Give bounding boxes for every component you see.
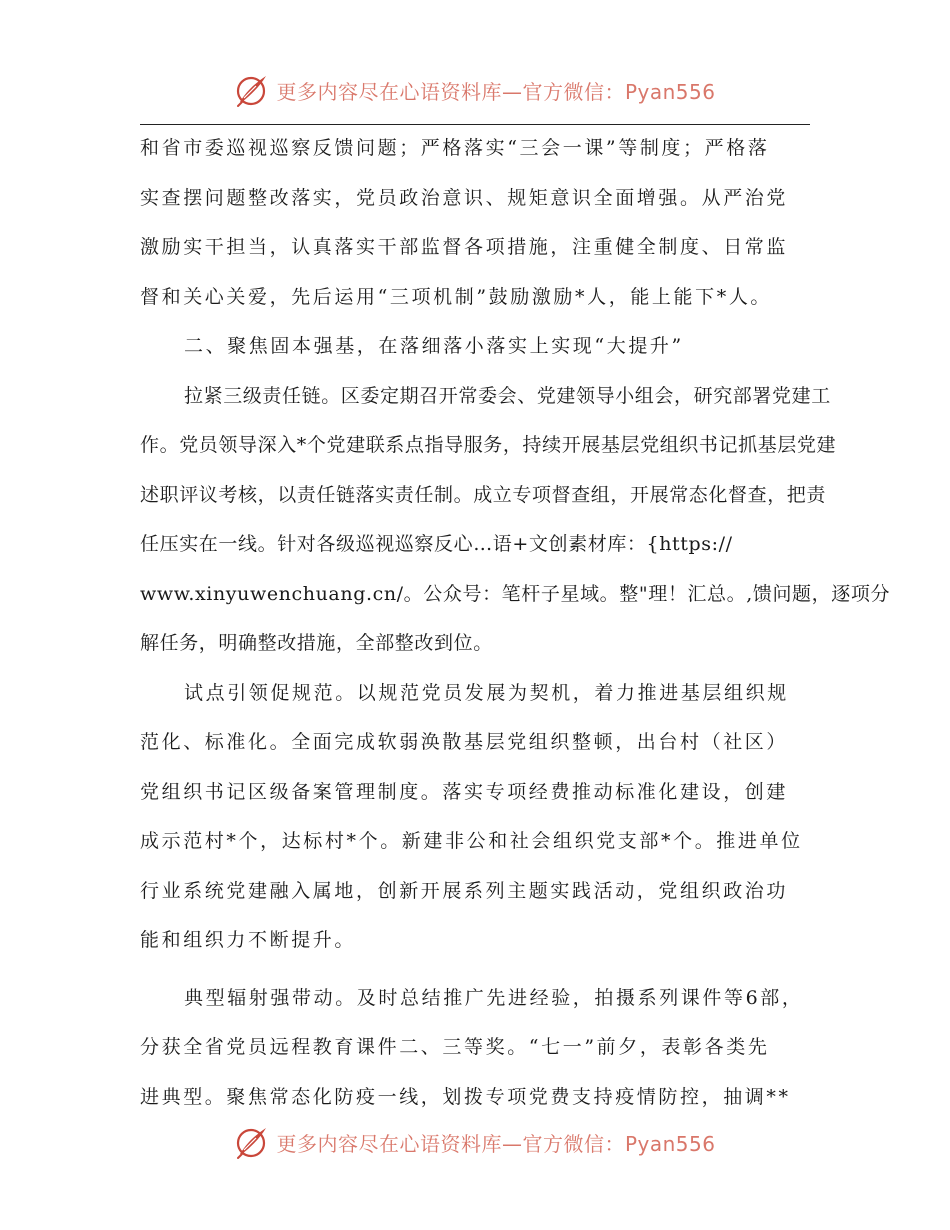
text-line: 能和组织力不断提升。 xyxy=(140,929,357,951)
text-line: 和省市委巡视巡察反馈问题；严格落实“三会一课”等制度；严格落 xyxy=(140,137,770,159)
header-banner-content xyxy=(234,72,715,108)
footer-banner-text: 更多内容尽在心语资料库—官方微信：Pyan556 xyxy=(276,1131,716,1156)
text-line: 党组织书记区级备案管理制度。落实专项经费推动标准化建设，创建 xyxy=(140,780,789,803)
text-line: 作。党员领导深入*个党建联系点指导服务，持续开展基层党组织书记抓基层党建 xyxy=(140,434,837,456)
text-line: 典型辐射强带动。及时总结推广先进经验，拍摄系列课件等6部， xyxy=(184,986,804,1009)
footer-banner-content xyxy=(234,1124,715,1160)
text-line: 解任务，明确整改措施，全部整改到位。 xyxy=(140,632,493,654)
text-line: 激励实干担当，认真落实干部监督各项措施，注重健全制度、日常监 xyxy=(140,236,789,258)
text-line: www.xinyuwenchuang.cn/。公众号：笔杆子星域。整"理！汇总。,馈问题，逐项分 xyxy=(140,582,891,605)
text-line: 述职评议考核，以责任链落实责任制。成立专项督查组，开展常态化督查，把责 xyxy=(140,483,827,506)
section-heading: 二、聚焦固本强基，在落细落小落实上实现“大提升” xyxy=(184,335,684,357)
text-line: 拉紧三级责任链。区委定期召开常委会、党建领导小组会，研究部署党建工 xyxy=(184,384,831,407)
document-body xyxy=(140,124,891,1122)
text-line: 成示范村*个，达标村*个。新建非公和社会组织党支部*个。推进单位 xyxy=(140,830,803,852)
quill-pen-logo-icon xyxy=(234,1124,270,1160)
text-line: 试点引领促规范。以规范党员发展为契机，着力推进基层组织规 xyxy=(184,681,789,704)
header-banner-text: 更多内容尽在心语资料库—官方微信：Pyan556 xyxy=(276,79,716,104)
header-banner xyxy=(0,68,950,112)
text-line: 任压实在一线。针对各级巡视巡察反心…语+文创素材库：{https:// xyxy=(140,533,733,555)
text-line: 行业系统党建融入属地，创新开展系列主题实践活动，党组织政治功 xyxy=(140,879,789,902)
text-line: 范化、标准化。全面完成软弱涣散基层党组织整顿，出台村（社区） xyxy=(140,731,789,753)
text-line: 进典型。聚焦常态化防疫一线，划拨专项党费支持疫情防控，抽调** xyxy=(140,1085,791,1108)
text-line: 分获全省党员远程教育课件二、三等奖。“七一”前夕，表彰各类先 xyxy=(140,1036,770,1058)
footer-banner xyxy=(0,1120,950,1164)
quill-pen-logo-icon xyxy=(234,72,270,108)
text-line: 督和关心关爱，先后运用“三项机制”鼓励激励*人，能上能下*人。 xyxy=(140,285,773,308)
text-line: 实查摆问题整改落实，党员政治意识、规矩意识全面增强。从严治党 xyxy=(140,186,789,209)
